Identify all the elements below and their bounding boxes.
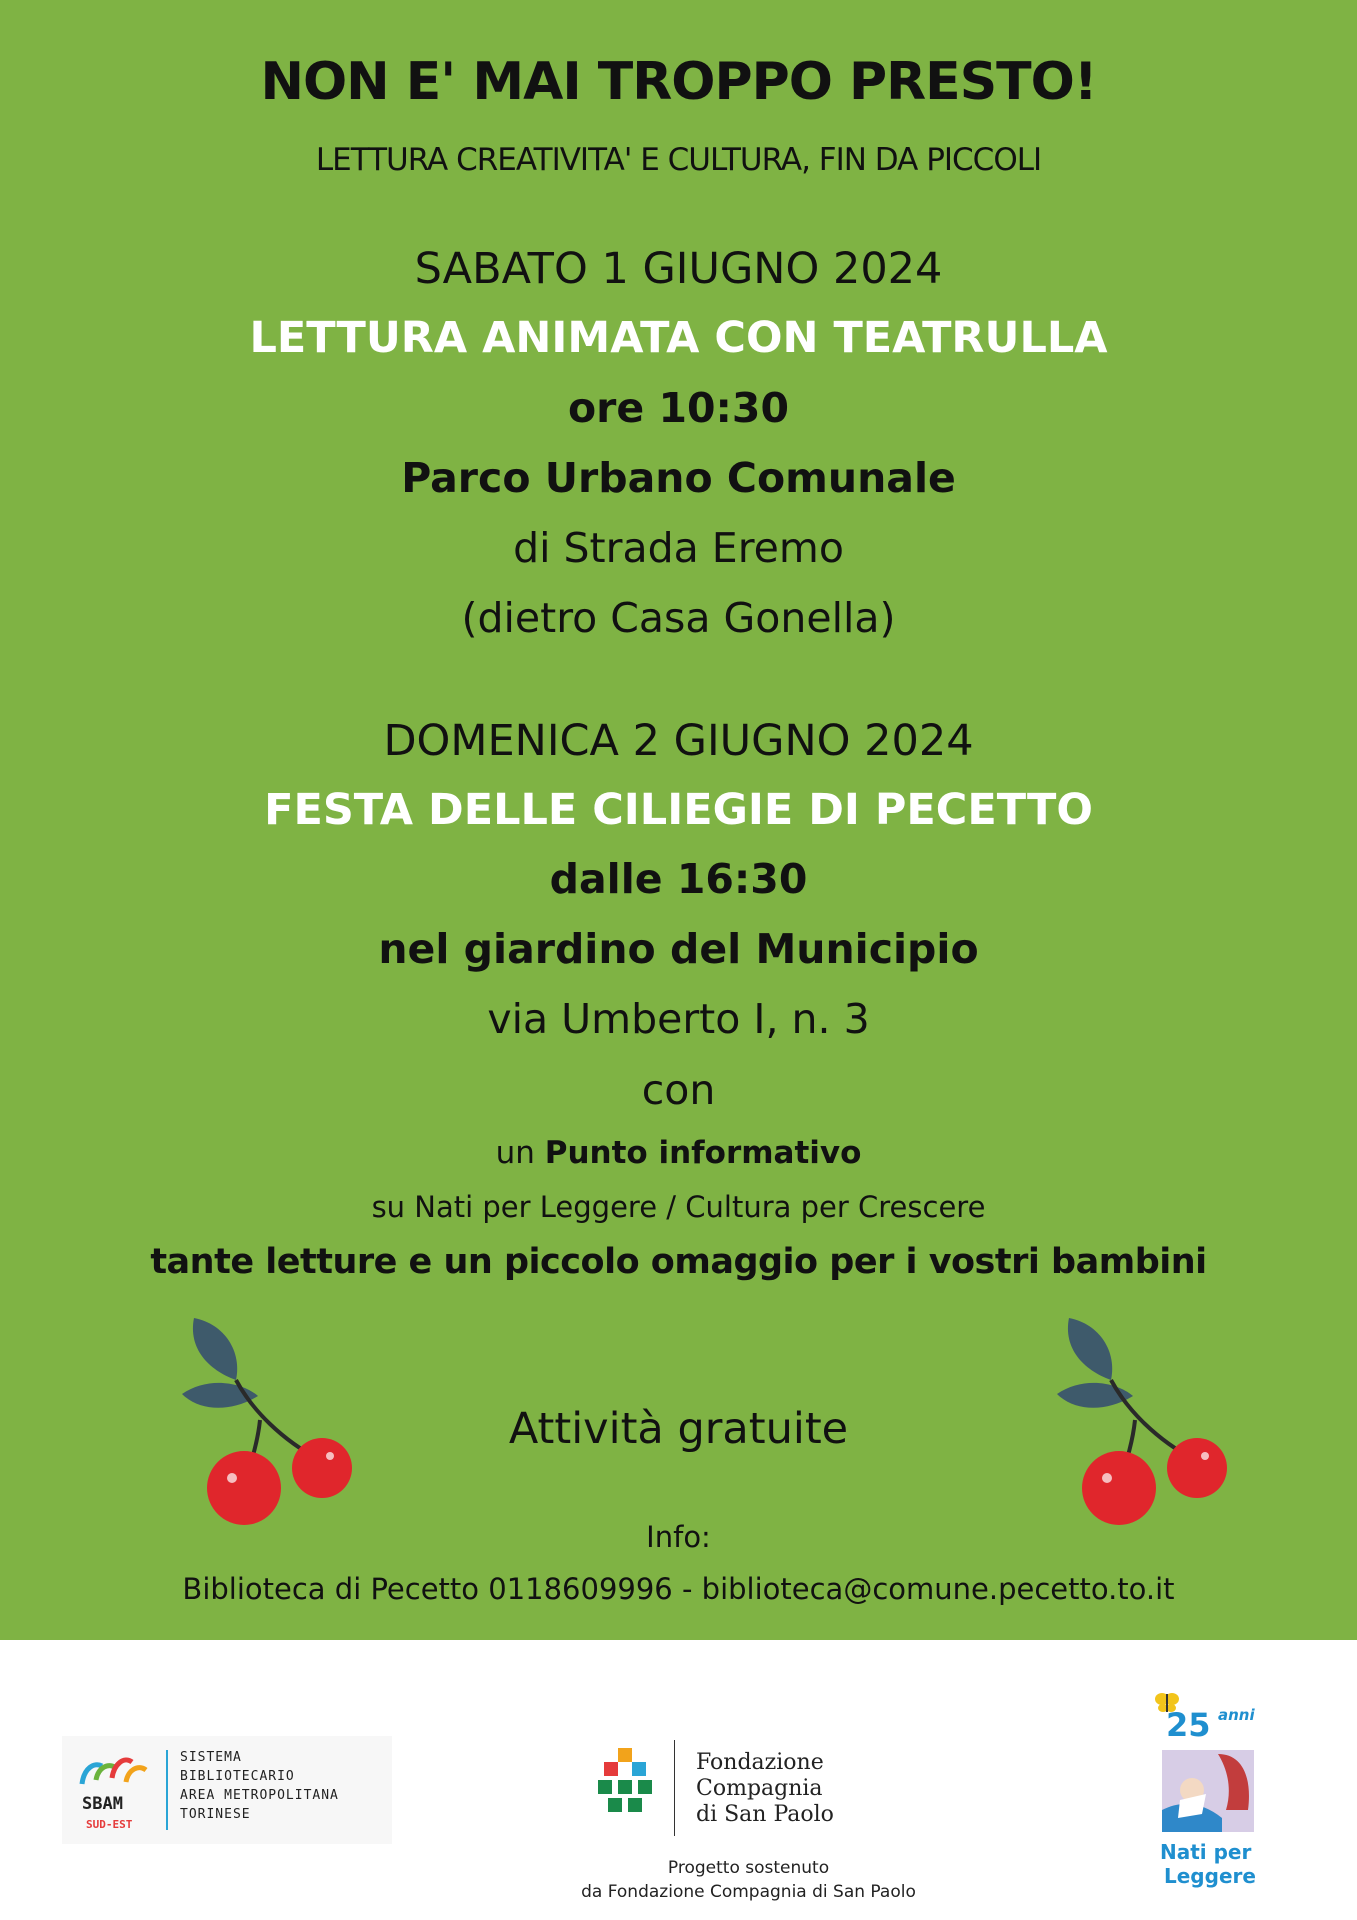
npl-line1: Nati per (1160, 1840, 1252, 1864)
fondazione-squares-icon (598, 1748, 654, 1824)
event2-info-point (0, 1135, 1357, 1171)
nati-per-leggere-logo (1140, 1690, 1270, 1910)
contact-info: Biblioteca di Pecetto 0118609996 - biblioteca@comune.pecetto.to.it (182, 1572, 1175, 1606)
sbam-line3: AREA METROPOLITANA (180, 1788, 339, 1803)
sbam-divider (166, 1750, 168, 1830)
event2-place: nel giardino del Municipio (378, 925, 979, 973)
fondazione-line1: Fondazione (696, 1750, 824, 1775)
sbam-line1: SISTEMA (180, 1750, 242, 1765)
event2-gift: tante letture e un piccolo omaggio per i vostri bambini (150, 1242, 1207, 1282)
event1-name: LETTURA ANIMATA CON TEATRULLA (249, 313, 1108, 363)
sbam-line2: BIBLIOTECARIO (180, 1769, 295, 1784)
poster-subtitle: LETTURA CREATIVITA' E CULTURA, FIN DA PICCOLI (315, 142, 1042, 178)
event1-date: SABATO 1 GIUGNO 2024 (414, 244, 943, 294)
reading-mother-child-icon (1162, 1750, 1254, 1832)
fondazione-divider (674, 1740, 675, 1836)
info-point-label: Punto informativo (544, 1135, 862, 1171)
npl-years: 25 (1166, 1706, 1211, 1744)
fondazione-line2: Compagnia (696, 1776, 823, 1801)
poster-title: NON E' MAI TROPPO PRESTO! (260, 52, 1097, 112)
sbam-acronym: SBAM (82, 1794, 123, 1814)
event2-date: DOMENICA 2 GIUGNO 2024 (383, 716, 974, 766)
sbam-area: SUD-EST (86, 1818, 133, 1831)
event2-name: FESTA DELLE CILIEGIE DI PECETTO (264, 785, 1093, 835)
sbam-logo (62, 1736, 392, 1844)
supported-line2: da Fondazione Compagnia di San Paolo (581, 1882, 916, 1902)
event1-note: (dietro Casa Gonella) (461, 594, 896, 642)
event2-topics: su Nati per Leggere / Cultura per Crescere (371, 1190, 986, 1224)
fondazione-logo (598, 1740, 858, 1840)
event1-place: Parco Urbano Comunale (401, 454, 956, 502)
sbam-line4: TORINESE (180, 1807, 251, 1822)
sbam-arcs-icon (78, 1750, 148, 1790)
npl-years-word: anni (1218, 1706, 1255, 1724)
fondazione-line3: di San Paolo (696, 1802, 834, 1827)
event1-address: di Strada Eremo (513, 524, 844, 572)
event2-time: dalle 16:30 (549, 855, 808, 903)
info-label: Info: (646, 1520, 711, 1554)
event2-with: con (641, 1066, 716, 1114)
free-activities: Attività gratuite (508, 1404, 849, 1454)
event1-time: ore 10:30 (568, 384, 789, 432)
sponsors-footer (0, 1640, 1357, 1920)
info-point-prefix: un (495, 1135, 535, 1171)
event2-address: via Umberto I, n. 3 (487, 995, 870, 1043)
npl-line2: Leggere (1164, 1864, 1256, 1888)
supported-line1: Progetto sostenuto (667, 1858, 830, 1878)
